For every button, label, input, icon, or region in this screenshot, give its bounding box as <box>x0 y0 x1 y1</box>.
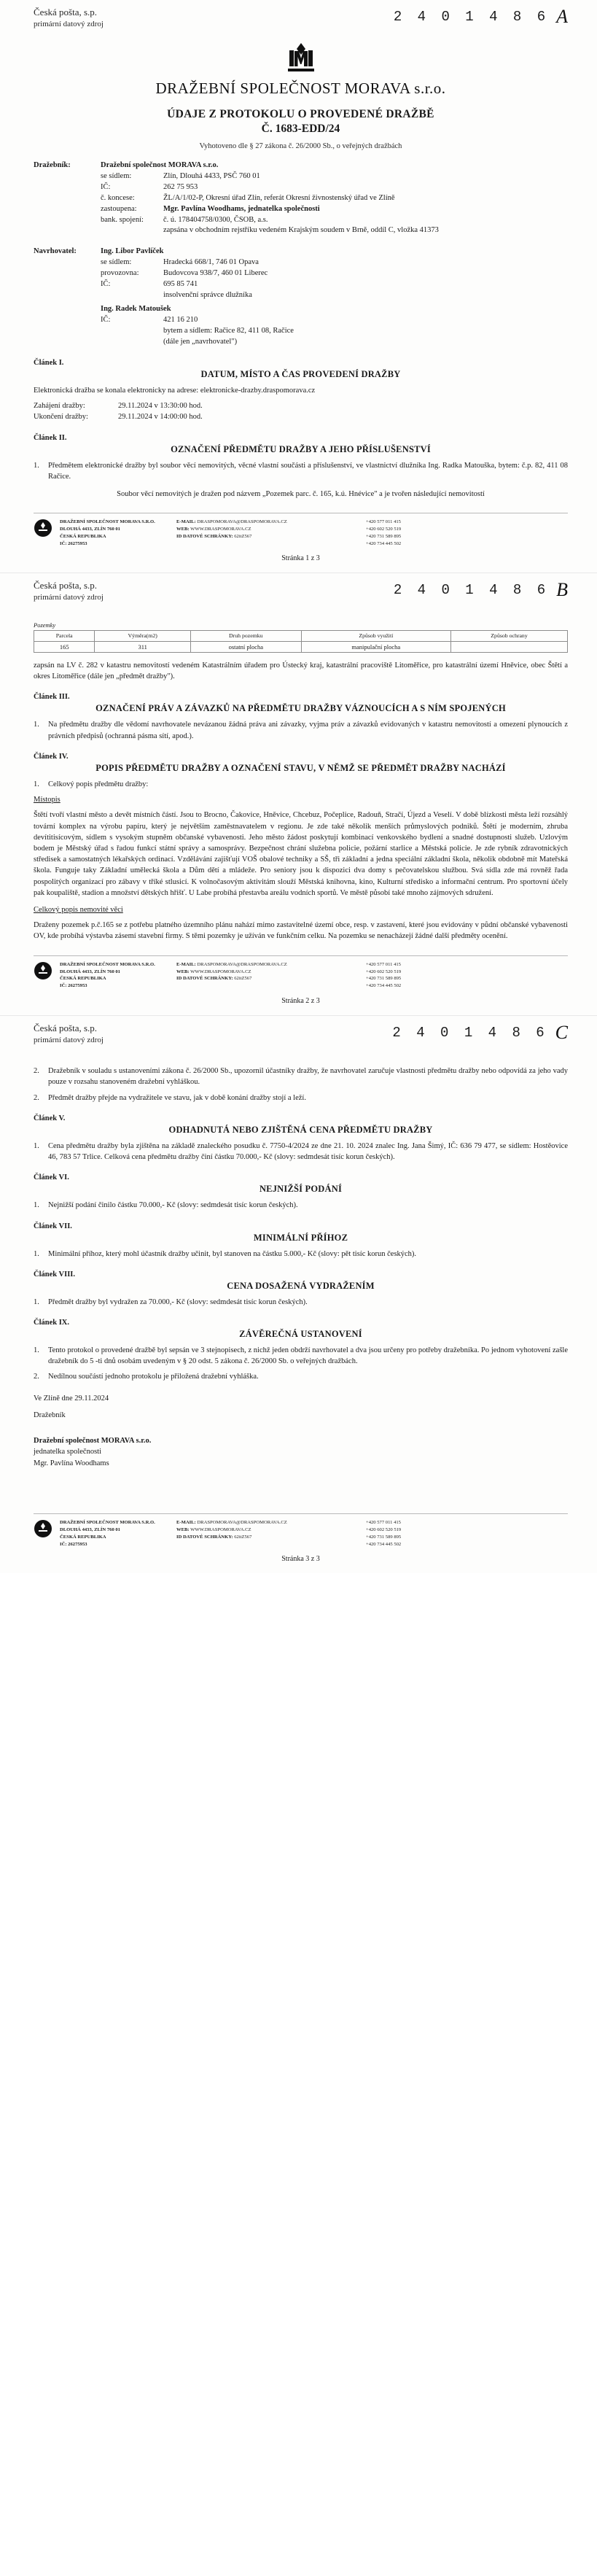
parcel-registry-note: zapsán na LV č. 282 v katastru nemovitostí vedeném Katastrálním úřadem pro Ústecký kraj, katastrální pracoviště Litoměřice, pro katastrální území Hněvice, obec Štětí a okres Litoměřice (dále jen „předmět dražby"). <box>34 661 568 681</box>
footer-phones <box>366 519 461 548</box>
item-text: Nedílnou součástí jednoho protokolu je přiložená dražební vyhláška. <box>48 1373 259 1381</box>
item-number: 1. <box>34 1201 39 1210</box>
drazebnik-row <box>101 182 568 193</box>
article-8-number: Článek VIII. <box>34 1270 75 1279</box>
auction-end-row <box>34 411 568 423</box>
page3-item-2 <box>34 1066 568 1087</box>
article-3-title: OZNAČENÍ PRÁV A ZÁVAZKŮ NA PŘEDMĚTU DRAŽBY VÁZNOUCÍCH A S NÍM SPOJENÝCH <box>95 703 506 714</box>
footer-phone: +420 731 589 895 <box>366 533 402 539</box>
postal-line-1: Česká pošta, s.p. <box>34 7 98 18</box>
article-5-title: ODHADNUTÁ NEBO ZJIŠTĚNÁ CENA PŘEDMĚTU DRAŽBY <box>168 1124 433 1135</box>
article-4-title: POPIS PŘEDMĚTU DRAŽBY A OZNAČENÍ STAVU, V NĚMŽ SE PŘEDMĚT DRAŽBY NACHÁZÍ <box>95 762 506 773</box>
barcode-number: 2 4 0 1 4 8 6 <box>393 582 550 599</box>
footer-email[interactable]: DRASPOMORAVA@DRASPOMORAVA.CZ <box>197 519 287 524</box>
footer-address-line: IČ: 26275953 <box>60 983 87 989</box>
row-value: insolvenční správce dlužníka <box>163 290 252 299</box>
debtor-row <box>101 326 568 337</box>
navrhovatel-row <box>101 290 568 301</box>
col-ochrana: Způsob ochrany <box>451 631 568 641</box>
row-key: bank. spojení: <box>101 215 144 224</box>
row-key <box>101 225 163 236</box>
footer-phone: +420 734 445 502 <box>366 540 402 546</box>
footer-databox-label: ID DATOVÉ SCHRÁNKY: <box>176 1534 233 1540</box>
drazebnik-row <box>101 193 568 204</box>
item-text: Na předmětu dražby dle vědomí navrhovatele nevázanou žádná práva ani závazky, vyjma práv a závazků evidovaných v katastru nemovitostí a omezení plynoucích z právních předpisů (ochranná pásma sítí, apod.). <box>48 721 568 740</box>
row-value: Budovcova 938/7, 460 01 Liberec <box>163 269 268 278</box>
postal-line-2: primární datový zdroj <box>34 592 104 602</box>
col-parcela: Parcela <box>34 631 95 641</box>
subheading-celkovy-popis: Celkový popis nemovité věci <box>34 906 123 915</box>
row-value: zapsána v obchodním rejstříku vedeném Krajským soudem v Brně, oddíl C, vložka 41373 <box>163 226 439 235</box>
article-3-item <box>34 719 568 741</box>
article-1-line: Elektronická dražba se konala elektronicky na adrese: elektronicke-drazby.draspomorava.cz <box>34 386 316 395</box>
parcel-table-caption: Pozemky <box>34 621 56 629</box>
row-value: Zlín, Dlouhá 4433, PSČ 760 01 <box>163 171 260 180</box>
row-key <box>101 337 163 348</box>
footer-company: DRAŽEBNÍ SPOLEČNOST MORAVA S.R.O. <box>60 519 155 524</box>
morava-logo-icon <box>284 42 319 77</box>
table-row <box>34 641 568 652</box>
item-number: 1. <box>34 1249 39 1258</box>
document-page-2 <box>0 573 597 1015</box>
row-value: ŽL/A/1/02-P, Okresní úřad Zlín, referát Okresní živnostenský úřad ve Zlíně <box>163 193 395 202</box>
row-key: IČ: <box>101 182 111 191</box>
item-text: Tento protokol o provedené dražbě byl sepsán ve 3 stejnopisech, z nichž jeden obdrží navrhovatel a dva jsou určeny pro potřeby dražebníka. Po jednom vyhotovení zašle dražebník do 5 -ti dnů osobám uvedeným v § 20 odst. 5 zákona č. 26/2000 Sb. o veřejných dražbách. <box>48 1346 568 1366</box>
page-letter: C <box>555 1022 568 1044</box>
row-key: zastoupena: <box>101 204 137 213</box>
footer-address-line: ČESKÁ REPUBLIKA <box>60 1534 106 1540</box>
company-name: DRAŽEBNÍ SPOLEČNOST MORAVA s.r.o. <box>155 79 446 97</box>
drazebnik-row <box>101 215 568 226</box>
debtor-row <box>101 315 568 326</box>
row-key: se sídlem: <box>101 171 132 180</box>
footer-email-label: E-MAIL: <box>176 1519 196 1525</box>
footer-email[interactable]: DRASPOMORAVA@DRASPOMORAVA.CZ <box>197 961 287 967</box>
table-header-row <box>34 631 568 641</box>
item-number: 2. <box>34 1093 39 1102</box>
footer-email-label: E-MAIL: <box>176 519 196 524</box>
article-4 <box>34 753 568 942</box>
cell-druh: ostatní plocha <box>191 641 302 652</box>
footer-address-line: IČ: 26275953 <box>60 1541 87 1547</box>
footer-address-line: DLOUHÁ 4433, ZLÍN 760 01 <box>60 1526 120 1532</box>
footer-phone: +420 577 011 415 <box>366 1519 401 1525</box>
page-footer <box>34 955 568 990</box>
page-letter: B <box>556 579 568 601</box>
item-number: 1. <box>34 721 39 729</box>
article-5 <box>34 1114 568 1163</box>
item-text: Předmětem elektronické dražby byl soubor věcí nemovitých, věcné vlastní součásti a příslušenství, ve vlastnictví dlužníka Ing. Radka Matouška, bytem: č.p. 82, 411 08 Račice. <box>48 462 568 481</box>
row-key: Ukončení dražby: <box>34 413 88 422</box>
company-seal-icon <box>34 1519 52 1541</box>
footer-phone: +420 602 520 519 <box>366 526 402 532</box>
article-2-number: Článek II. <box>34 434 67 443</box>
article-9-title: ZÁVĚREČNÁ USTANOVENÍ <box>239 1329 362 1339</box>
cell-parcela: 165 <box>34 641 95 652</box>
navrhovatel-row <box>101 279 568 290</box>
postal-stamp-row <box>34 579 568 613</box>
signing-date: Ve Zlíně dne 29.11.2024 <box>34 1394 109 1403</box>
navrhovatel-row <box>101 268 568 279</box>
row-value: 421 16 210 <box>163 315 198 324</box>
barcode-number: 2 4 0 1 4 8 6 <box>393 9 550 25</box>
footer-address-line: ČESKÁ REPUBLIKA <box>60 533 106 539</box>
footer-email[interactable]: DRASPOMORAVA@DRASPOMORAVA.CZ <box>197 1519 287 1525</box>
item-number: 1. <box>34 1141 39 1150</box>
page-letter: A <box>556 6 568 27</box>
footer-web-label: WEB: <box>176 969 190 974</box>
article-9 <box>34 1319 568 1383</box>
article-5-item <box>34 1141 568 1163</box>
parcel-table <box>34 630 568 653</box>
col-vymera: Výměra(m2) <box>95 631 191 641</box>
document-page-1 <box>0 0 597 573</box>
debtor-name: Ing. Radek Matoušek <box>101 304 171 313</box>
article-3 <box>34 693 568 741</box>
company-logo <box>34 42 568 77</box>
footer-databox-label: ID DATOVÉ SCHRÁNKY: <box>176 533 233 539</box>
row-key: se sídlem: <box>101 258 132 267</box>
footer-databox-id: 62itZ567 <box>234 533 252 539</box>
item-text: Cena předmětu dražby byla zjištěna na základě znaleckého posudku č. 7750-4/2024 ze dne 21. 10. 2024 znalec Ing. Jana Šimý, IČ: 636 79 477, se sídlem: Hostěovice 46, 783 57 Trlice. Celková cena předmětu dražby činí částku 70.000,- Kč (slovy: sedmdesát tisíc korun českých). <box>48 1141 568 1162</box>
drazebnik-row <box>101 171 568 182</box>
footer-web-label: WEB: <box>176 1526 190 1532</box>
article-2-note: Soubor věcí nemovitých je dražen pod názvem „Pozemek parc. č. 165, k.ú. Hnévice" a je tvořen následující nemovitostí <box>117 489 485 498</box>
row-value: Hradecká 668/1, 746 01 Opava <box>163 258 259 267</box>
article-6 <box>34 1173 568 1211</box>
page-footer <box>34 1513 568 1548</box>
article-1 <box>34 359 568 424</box>
col-druh: Druh pozemku <box>191 631 302 641</box>
document-page-3 <box>0 1015 597 1573</box>
item-text: Celkový popis předmětu dražby: <box>48 780 149 788</box>
document-number: Č. 1683-EDD/24 <box>261 123 340 135</box>
postal-stamp-row <box>34 6 568 39</box>
article-6-title: NEJNIŽŠÍ PODÁNÍ <box>259 1184 343 1195</box>
item-number: 1. <box>34 1346 39 1354</box>
signature-person: Mgr. Pavlína Woodhams <box>34 1459 109 1468</box>
barcode-number: 2 4 0 1 4 8 6 <box>392 1025 548 1041</box>
auction-dates <box>34 400 568 424</box>
item-number: 1. <box>34 462 39 470</box>
row-value: č. ú. 178404758/0300, ČSOB, a.s. <box>163 215 268 224</box>
footer-company: DRAŽEBNÍ SPOLEČNOST MORAVA S.R.O. <box>60 961 155 967</box>
article-7-title: MINIMÁLNÍ PŘÍHOZ <box>253 1232 348 1243</box>
footer-contact <box>176 961 359 983</box>
page3-item-3 <box>34 1093 568 1103</box>
row-value: 695 85 741 <box>163 280 198 289</box>
cell-vymera: 311 <box>95 641 191 652</box>
footer-email-label: E-MAIL: <box>176 961 196 967</box>
footer-web[interactable]: WWW.DRASPOMORAVA.CZ <box>190 1526 251 1532</box>
footer-address-line: DLOUHÁ 4433, ZLÍN 760 01 <box>60 969 120 974</box>
row-key: provozovna: <box>101 269 139 278</box>
subheading-mistopis: Místopis <box>34 796 61 804</box>
article-6-number: Článek VI. <box>34 1173 69 1182</box>
item-number: 2. <box>34 1067 39 1076</box>
postal-line-2: primární datový zdroj <box>34 19 104 28</box>
row-key <box>101 326 163 337</box>
footer-web-label: WEB: <box>176 526 190 532</box>
drazebnik-row <box>101 225 568 236</box>
page-number-2: Stránka 2 z 3 <box>281 997 320 1006</box>
navrhovatel-row <box>101 257 568 268</box>
auction-start-row <box>34 400 568 412</box>
article-2-item <box>34 460 568 482</box>
article-2 <box>34 434 568 500</box>
footer-contact <box>176 519 359 540</box>
col-vyuziti: Způsob využití <box>301 631 450 641</box>
article-2-title: OZNAČENÍ PŘEDMĚTU DRAŽBY A JEHO PŘÍSLUŠENSTVÍ <box>171 444 431 455</box>
postal-line-2: primární datový zdroj <box>34 1035 104 1044</box>
article-4-number: Článek IV. <box>34 752 69 761</box>
footer-databox-label: ID DATOVÉ SCHRÁNKY: <box>176 976 233 982</box>
debtor-row <box>101 337 568 348</box>
row-value: 262 75 953 <box>163 182 198 191</box>
postal-line-1: Česká pošta, s.p. <box>34 580 98 591</box>
party-label-drazebnik: Dražebník: <box>34 161 71 169</box>
barcode-number-row <box>392 1022 568 1044</box>
article-9-item <box>34 1345 568 1367</box>
signature-block <box>34 1435 568 1470</box>
footer-phone: +420 731 589 895 <box>366 1534 402 1540</box>
article-5-number: Článek V. <box>34 1114 66 1122</box>
row-value: bytem a sídlem: Račice 82, 411 08, Račice <box>163 326 294 335</box>
item-number: 1. <box>34 1297 39 1306</box>
row-value: 29.11.2024 v 14:00:00 hod. <box>118 413 203 422</box>
footer-web[interactable]: WWW.DRASPOMORAVA.CZ <box>190 526 251 532</box>
row-key: Zahájení dražby: <box>34 401 85 410</box>
item-text: Dražebník v souladu s ustanoveními zákona č. 26/2000 Sb., upozornil účastníky dražby, že navrhovatel zaručuje vlastnosti předmětu dražby nebo odpovídá za jeho vady pouze v rozsahu stanoveném dražební vyhláškou. <box>48 1067 568 1087</box>
item-number: 1. <box>34 780 39 788</box>
article-6-item <box>34 1200 568 1211</box>
item-text: Minimální příhoz, který mohl účastník dražby učinit, byl stanoven na částku 5.000,- Kč (slovy: pět tisíc korun českých). <box>48 1249 417 1258</box>
item-text: Nejnižší podání činilo částku 70.000,- Kč (slovy: sedmdesát tisíc korun českých). <box>48 1201 298 1210</box>
article-9-item <box>34 1371 568 1382</box>
article-7-number: Článek VII. <box>34 1222 72 1230</box>
postal-source-stamp <box>34 6 104 29</box>
row-key: IČ: <box>101 280 111 289</box>
article-3-number: Článek III. <box>34 693 70 702</box>
celkovy-popis-paragraph: Draženy pozemek p.č.165 se z potřebu platného územního plánu nahází mimo zastavitelné území obce, resp. v zastavení, které jsou evidovány v půdní občanské vybavenosti OV, kde probíhá výstavba zásemí stavební firmy. S těmi pozemky je užíván ve funkčním celku. Na pozemku se nenacházejí žádné další předměty ocenění. <box>34 921 568 941</box>
footer-address <box>60 961 169 990</box>
page-number-1: Stránka 1 z 3 <box>281 554 320 563</box>
footer-address-line: ČESKÁ REPUBLIKA <box>60 976 106 982</box>
page-number-3: Stránka 3 z 3 <box>281 1555 320 1564</box>
article-7 <box>34 1222 568 1260</box>
article-1-number: Článek I. <box>34 358 64 367</box>
signature-role: jednatelka společnosti <box>34 1448 102 1456</box>
row-key <box>101 290 163 301</box>
party-drazebnik <box>34 160 568 236</box>
company-seal-icon <box>34 961 52 983</box>
cell-ochrana <box>451 641 568 652</box>
postal-stamp-row <box>34 1022 568 1055</box>
barcode-number-row <box>394 579 568 601</box>
drazebnik-name: Dražební společnost MORAVA s.r.o. <box>101 161 219 169</box>
footer-address <box>60 1519 169 1548</box>
item-text: Předmět dražby přejde na vydražitele ve stavu, jak v době konání dražby stojí a leží. <box>48 1093 306 1102</box>
row-value: (dále jen „navrhovatel") <box>163 337 238 346</box>
postal-source-stamp <box>34 1022 104 1045</box>
cell-vyuziti: manipulační plocha <box>301 641 450 652</box>
footer-contact <box>176 1519 359 1541</box>
footer-phone: +420 577 011 415 <box>366 519 401 524</box>
footer-web[interactable]: WWW.DRASPOMORAVA.CZ <box>190 969 251 974</box>
footer-phone: +420 734 445 502 <box>366 983 402 989</box>
footer-phone: +420 577 011 415 <box>366 961 401 967</box>
footer-phones <box>366 961 461 990</box>
page-footer <box>34 513 568 548</box>
postal-line-1: Česká pošta, s.p. <box>34 1023 98 1034</box>
article-8 <box>34 1270 568 1308</box>
article-7-item <box>34 1249 568 1260</box>
navrhovatel-name: Ing. Libor Pavlíček <box>101 247 164 256</box>
party-label-navrhovatel: Navrhovatel: <box>34 247 77 256</box>
article-8-title: CENA DOSAŽENÁ VYDRAŽENÍM <box>227 1280 375 1291</box>
footer-phones <box>366 1519 461 1548</box>
footer-address <box>60 519 169 548</box>
row-key: č. koncese: <box>101 193 135 202</box>
footer-phone: +420 734 445 502 <box>366 1541 402 1547</box>
document-legal-note: Vyhotoveno dle § 27 zákona č. 26/2000 Sb., o veřejných dražbách <box>199 142 402 150</box>
drazebnik-row <box>101 204 568 215</box>
document-title: ÚDAJE Z PROTOKOLU O PROVEDENÉ DRAŽBĚ <box>167 108 434 120</box>
item-number: 2. <box>34 1373 39 1381</box>
article-8-item <box>34 1297 568 1308</box>
signature-role-label: Dražebník <box>34 1411 66 1419</box>
footer-phone: +420 602 520 519 <box>366 969 402 974</box>
footer-phone: +420 602 520 519 <box>366 1526 402 1532</box>
item-text: Předmět dražby byl vydražen za 70.000,- Kč (slovy: sedmdesát tisíc korun českých). <box>48 1297 308 1306</box>
mistopis-paragraph: Štětí tvoří vlastní město a devět místních částí. Jsou to Brocno, Čakovice, Hněvice, Chcebuz, Počeplice, Radouň, Stračí, Újezd a Veselí. V době blízkosti města leží rozsáhlý tovární komplex na výrobu papíru, který je největším zaměstnavatelem v regionu. Je zde také několik menších průmyslových podniků. Štětí je moderním, zhruba devítitisícovým, sídlem s vysokým stupněm občanské vybavenosti. Jeho město žádost poskytují kombinací venkovského bydlení a snadné dostupnosti služeb. Uzlovým bodem je Městský úřad s řadou funkcí státní správy a samosprávy. Bezpečnost chrání služebna policie, požární starlice a Městská policie. Je zde rybník zdravotnických středisek a samostatných lékařských ordinací. Vzdělávání zajišťují VOŠ obalové techniky a SŠ, tři základní a jedna speciální základní škola, několik obdobně mít Mateřská škola. Funguje taky Základní umělecká škola a Dům dětí a mládeže. Pro seniory jsou k dispozici dva domy s pečovatelskou službou. Svá sídla zde má rovněž řada pospolitých organizací pro zábavy v tříké stlusicí. K volnočasovým aktivitám slouží Městská knihovna, kino, Kulturní středisko a informační centrum. Pro sportovní účely pak koupaliště, stadion a množství dětských hřišť. U Labe probíhá přestavba areálu vodních sportů. Ve městě působí také mnoho zájmových sdružení. <box>34 811 568 897</box>
row-key: IČ: <box>101 315 111 324</box>
article-9-number: Článek IX. <box>34 1319 70 1327</box>
signature-company: Dražební společnost MORAVA s.r.o. <box>34 1436 152 1445</box>
postal-source-stamp <box>34 579 104 602</box>
article-4-item <box>34 779 568 790</box>
footer-address-line: IČ: 26275953 <box>60 540 87 546</box>
row-value: Mgr. Pavlína Woodhams, jednatelka společnosti <box>163 204 320 213</box>
barcode-number-row <box>394 6 568 28</box>
company-seal-icon <box>34 519 52 540</box>
footer-databox-id: 62itZ567 <box>234 1534 252 1540</box>
footer-company: DRAŽEBNÍ SPOLEČNOST MORAVA S.R.O. <box>60 1519 155 1525</box>
footer-databox-id: 62itZ567 <box>234 976 252 982</box>
party-navrhovatel <box>34 247 568 347</box>
footer-phone: +420 731 589 895 <box>366 976 402 982</box>
article-1-title: DATUM, MÍSTO A ČAS PROVEDENÍ DRAŽBY <box>200 368 401 379</box>
footer-address-line: DLOUHÁ 4433, ZLÍN 760 01 <box>60 526 120 532</box>
row-value: 29.11.2024 v 13:30:00 hod. <box>118 401 203 410</box>
